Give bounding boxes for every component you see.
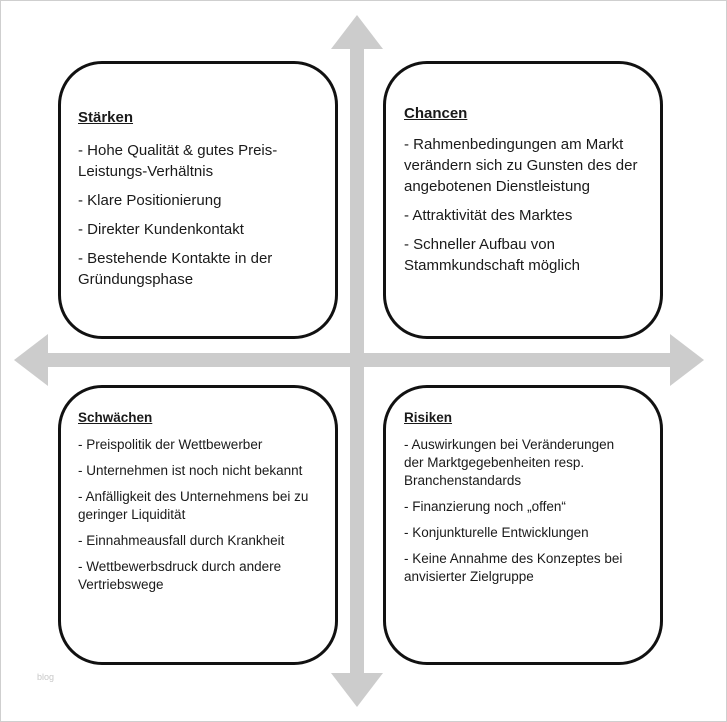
arrowhead-up bbox=[331, 15, 383, 49]
quadrant-risiken bbox=[383, 385, 663, 665]
quadrant-staerken bbox=[58, 61, 338, 339]
list-item: - Konjunkturelle Entwicklungen bbox=[404, 525, 589, 540]
quadrant-list-risiken bbox=[404, 436, 636, 594]
arrowhead-right bbox=[670, 334, 704, 386]
list-item: - Klare Positionierung bbox=[78, 192, 222, 209]
quadrant-list-chancen bbox=[404, 134, 644, 284]
quadrant-title-schwaechen: Schwächen bbox=[78, 410, 153, 425]
horizontal-axis-shaft bbox=[46, 353, 676, 367]
list-item: - Hohe Qualität & gutes Preis-Leistungs-Verhältnis bbox=[78, 142, 278, 180]
quadrant-title-chancen: Chancen bbox=[404, 105, 468, 122]
list-item: - Bestehende Kontakte in der Gründungsphase bbox=[78, 250, 273, 288]
arrowhead-left bbox=[14, 334, 48, 386]
quadrant-list-staerken bbox=[78, 140, 323, 298]
quadrant-title-staerken: Stärken bbox=[78, 109, 134, 126]
list-item: - Finanzierung noch „offen“ bbox=[404, 499, 566, 514]
arrowhead-down bbox=[331, 673, 383, 707]
list-item: - Direkter Kundenkontakt bbox=[78, 221, 244, 238]
list-item: - Anfälligkeit des Unternehmens bei zu geringer Liquidität bbox=[78, 489, 309, 522]
list-item: - Einnahmeausfall durch Krankheit bbox=[78, 533, 285, 548]
list-item: - Attraktivität des Marktes bbox=[404, 207, 573, 224]
list-item: - Wettbewerbsdruck durch andere Vertriebswege bbox=[78, 559, 282, 592]
list-item: - Unternehmen ist noch nicht bekannt bbox=[78, 463, 303, 478]
list-item: - Rahmenbedingungen am Markt verändern sich zu Gunsten des der angebotenen Dienstleistung bbox=[404, 136, 638, 195]
list-item: - Preispolitik der Wettbewerber bbox=[78, 437, 263, 452]
list-item: - Schneller Aufbau von Stammkundschaft möglich bbox=[404, 236, 580, 274]
quadrant-title-risiken: Risiken bbox=[404, 410, 453, 425]
list-item: - Keine Annahme des Konzeptes bei anvisierter Zielgruppe bbox=[404, 551, 623, 584]
list-item: - Auswirkungen bei Veränderungen der Marktgegebenheiten resp. Branchenstandards bbox=[404, 437, 615, 488]
quadrant-schwaechen bbox=[58, 385, 338, 665]
quadrant-list-schwaechen bbox=[78, 436, 318, 602]
watermark: blog bbox=[37, 672, 55, 682]
quadrant-chancen bbox=[383, 61, 663, 339]
